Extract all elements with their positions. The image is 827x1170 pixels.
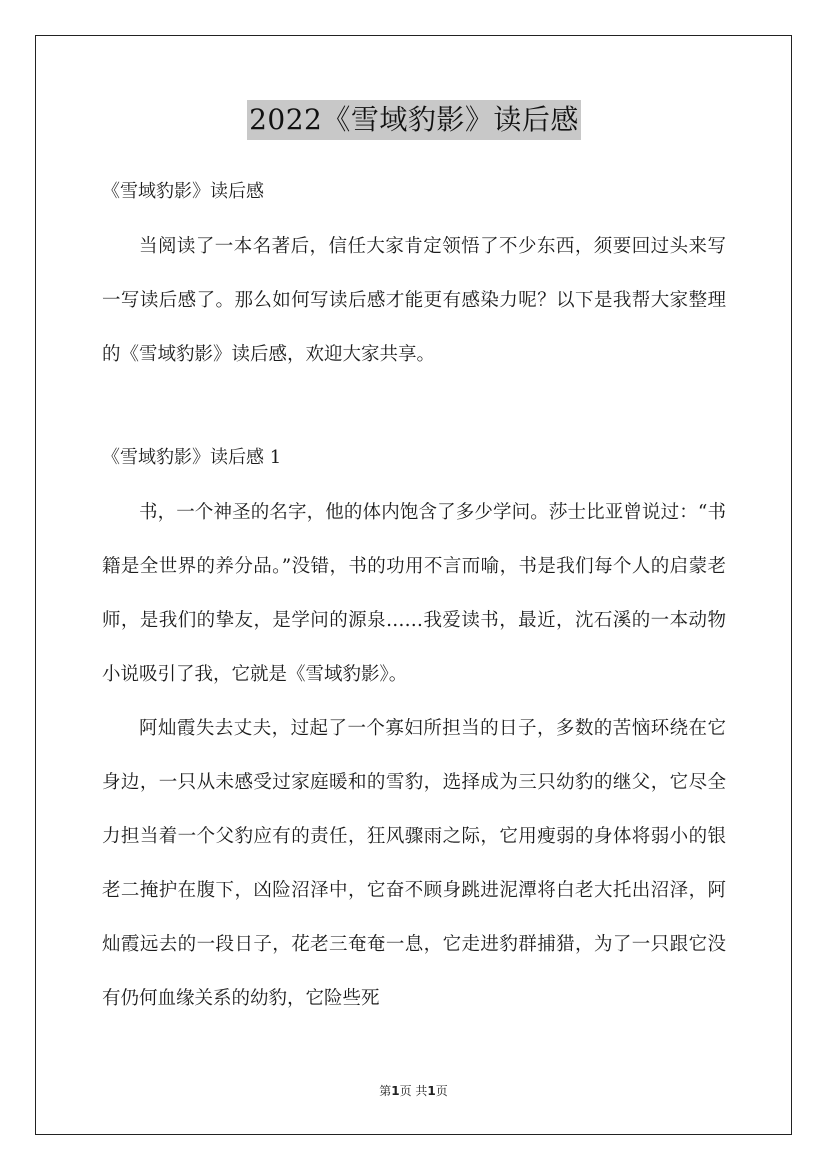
page-footer bbox=[0, 1082, 827, 1099]
page-suffix: 页 bbox=[435, 1084, 448, 1098]
document-title[interactable]: 2022《雪域豹影》读后感 bbox=[247, 100, 581, 140]
page-total-number: 1 bbox=[427, 1084, 436, 1098]
body-paragraph: 阿灿霞失去丈夫，过起了一个寡妇所担当的日子，多数的苦恼环绕在它身边，一只从未感受过家庭暖和的雪豹，选择成为三只幼豹的继父，它尽全力担当着一个父豹应有的责任，狂风骤雨之际，它用瘦弱的身体将弱小的银老二掩护在腹下，凶险沼泽中，它奋不顾身跳进泥潭将白老大托出沼泽，阿灿霞远去的一段日子，花老三奄奄一息，它走进豹群捕猎，为了一只跟它没有仍何血缘关系的幼豹，它险些死 bbox=[102, 718, 726, 1009]
body-paragraph: 书，一个神圣的名字，他的体内饱含了多少学问。莎士比亚曾说过：“书籍是全世界的养分品。”没错，书的功用不言而喻，书是我们每个人的启蒙老师，是我们的挚友，是学问的源泉……我爱读书，最近，沈石溪的一本动物小说吸引了我，它就是《雪域豹影》。 bbox=[102, 502, 726, 685]
page-current-number: 1 bbox=[391, 1084, 400, 1098]
section-heading: 《雪域豹影》读后感 1 bbox=[102, 447, 282, 468]
intro-paragraph: 当阅读了一本名著后，信任大家肯定领悟了不少东西，须要回过头来写一写读后感了。那么如何写读后感才能更有感染力呢？以下是我帮大家整理的《雪域豹影》读后感，欢迎大家共享。 bbox=[102, 236, 726, 365]
section-gap bbox=[102, 382, 726, 430]
page-mid: 页 共 bbox=[399, 1084, 428, 1098]
page-prefix: 第 bbox=[379, 1084, 392, 1098]
intro-heading: 《雪域豹影》读后感 bbox=[102, 181, 264, 202]
document-body bbox=[102, 100, 726, 1026]
title-container bbox=[102, 100, 726, 144]
